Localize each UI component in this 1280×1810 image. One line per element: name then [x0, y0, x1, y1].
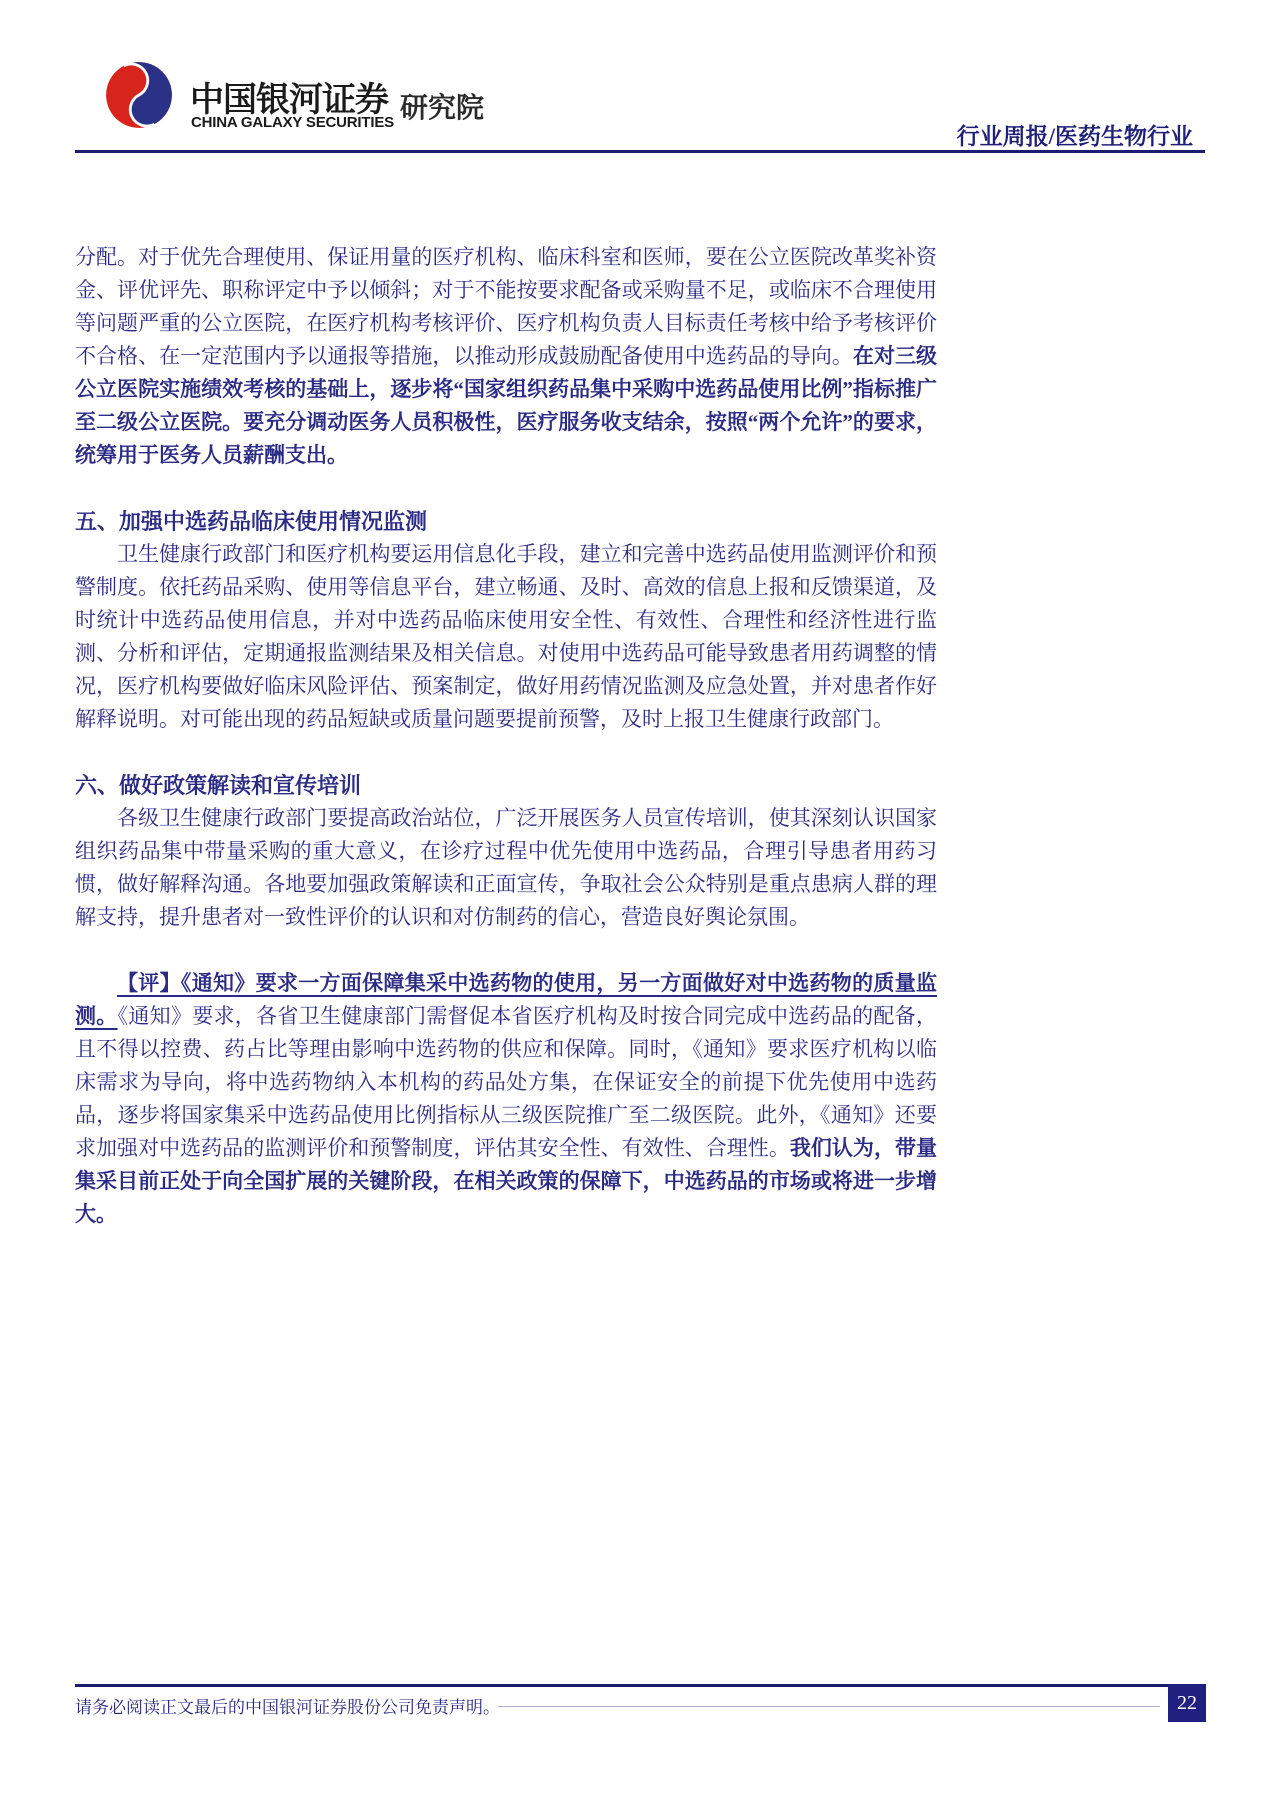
document-body [75, 241, 937, 1231]
paragraph-continuation-regular: 分配。对于优先合理使用、保证用量的医疗机构、临床科室和医师，要在公立医院改革奖补资金、评优评先、职称评定中予以倾斜；对于不能按要求配备或采购量不足，或临床不合理使用等问题严重的公立医院，在医疗机构考核评价、医疗机构负责人目标责任考核中给予考核评价不合格、在一定范围内予以通报等措施，以推动形成鼓励配备使用中选药品的导向。 [75, 245, 937, 368]
logo-chinese-name: 中国银河证券 [190, 81, 388, 119]
research-institute-label: 研究院 [400, 92, 485, 123]
section6-heading: 六、做好政策解读和宣传培训 [75, 773, 362, 798]
disclaimer-text: 请务必阅读正文最后的中国银河证券股份公司免责声明。 [75, 1698, 500, 1717]
analyst-comment-paragraph [75, 967, 937, 1231]
header-divider [75, 150, 1205, 153]
galaxy-logo-icon [104, 60, 174, 130]
paragraph-continuation [75, 241, 937, 472]
logo-english-name: CHINA GALAXY SECURITIES [191, 114, 394, 131]
footer-divider [75, 1684, 1205, 1687]
comment-conclusion-bold: 我们认为，带量集采目前正处于向全国扩展的关键阶段，在相关政策的保障下，中选药品的市场或将进一步增大。 [75, 1136, 938, 1226]
comment-lead-sentence: 【评】《通知》要求一方面保障集采中选药物的使用，另一方面做好对中选药物的质量监测。 [75, 971, 937, 1028]
report-type-label: 行业周报/医药生物行业 [956, 124, 1193, 149]
section5-heading: 五、加强中选药品临床使用情况监测 [75, 509, 428, 534]
comment-middle-text: 《通知》要求，各省卫生健康部门需督促本省医疗机构及时按合同完成中选药品的配备，且不得以控费、药占比等理由影响中选药物的供应和保障。同时，《通知》要求医疗机构以临床需求为导向，将中选药物纳入本机构的药品处方集，在保证安全的前提下优先使用中选药品，逐步将国家集采中选药品使用比例指标从三级医院推广至二级医院。此外，《通知》还要求加强对中选药品的监测评价和预警制度，评估其安全性、有效性、合理性。 [75, 1004, 937, 1160]
section5-paragraph: 卫生健康行政部门和医疗机构要运用信息化手段，建立和完善中选药品使用监测评价和预警制度。依托药品采购、使用等信息平台，建立畅通、及时、高效的信息上报和反馈渠道，及时统计中选药品使用信息，并对中选药品临床使用安全性、有效性、合理性和经济性进行监测、分析和评估，定期通报监测结果及相关信息。对使用中选药品可能导致患者用药调整的情况，医疗机构要做好临床风险评估、预案制定，做好用药情况监测及应急处置，并对患者作好解释说明。对可能出现的药品短缺或质量问题要提前预警，及时上报卫生健康行政部门。 [75, 542, 937, 731]
section6-paragraph: 各级卫生健康行政部门要提高政治站位，广泛开展医务人员宣传培训，使其深刻认识国家组织药品集中带量采购的重大意义，在诊疗过程中优先使用中选药品，合理引导患者用药习惯，做好解释沟通。各地要加强政策解读和正面宣传，争取社会公众特别是重点患病人群的理解支持，提升患者对一致性评价的认识和对仿制药的信心，营造良好舆论氛围。 [75, 806, 937, 929]
paragraph-continuation-bold: 在对三级公立医院实施绩效考核的基础上，逐步将“国家组织药品集中采购中选药品使用比例”指标推广至二级公立医院。要充分调动医务人员积极性，医疗服务收支结余，按照“两个允许”的要求，统筹用于医务人员薪酬支出。 [75, 344, 937, 467]
page-number-badge: 22 [1168, 1684, 1206, 1722]
footer-thin-line [498, 1706, 1160, 1707]
